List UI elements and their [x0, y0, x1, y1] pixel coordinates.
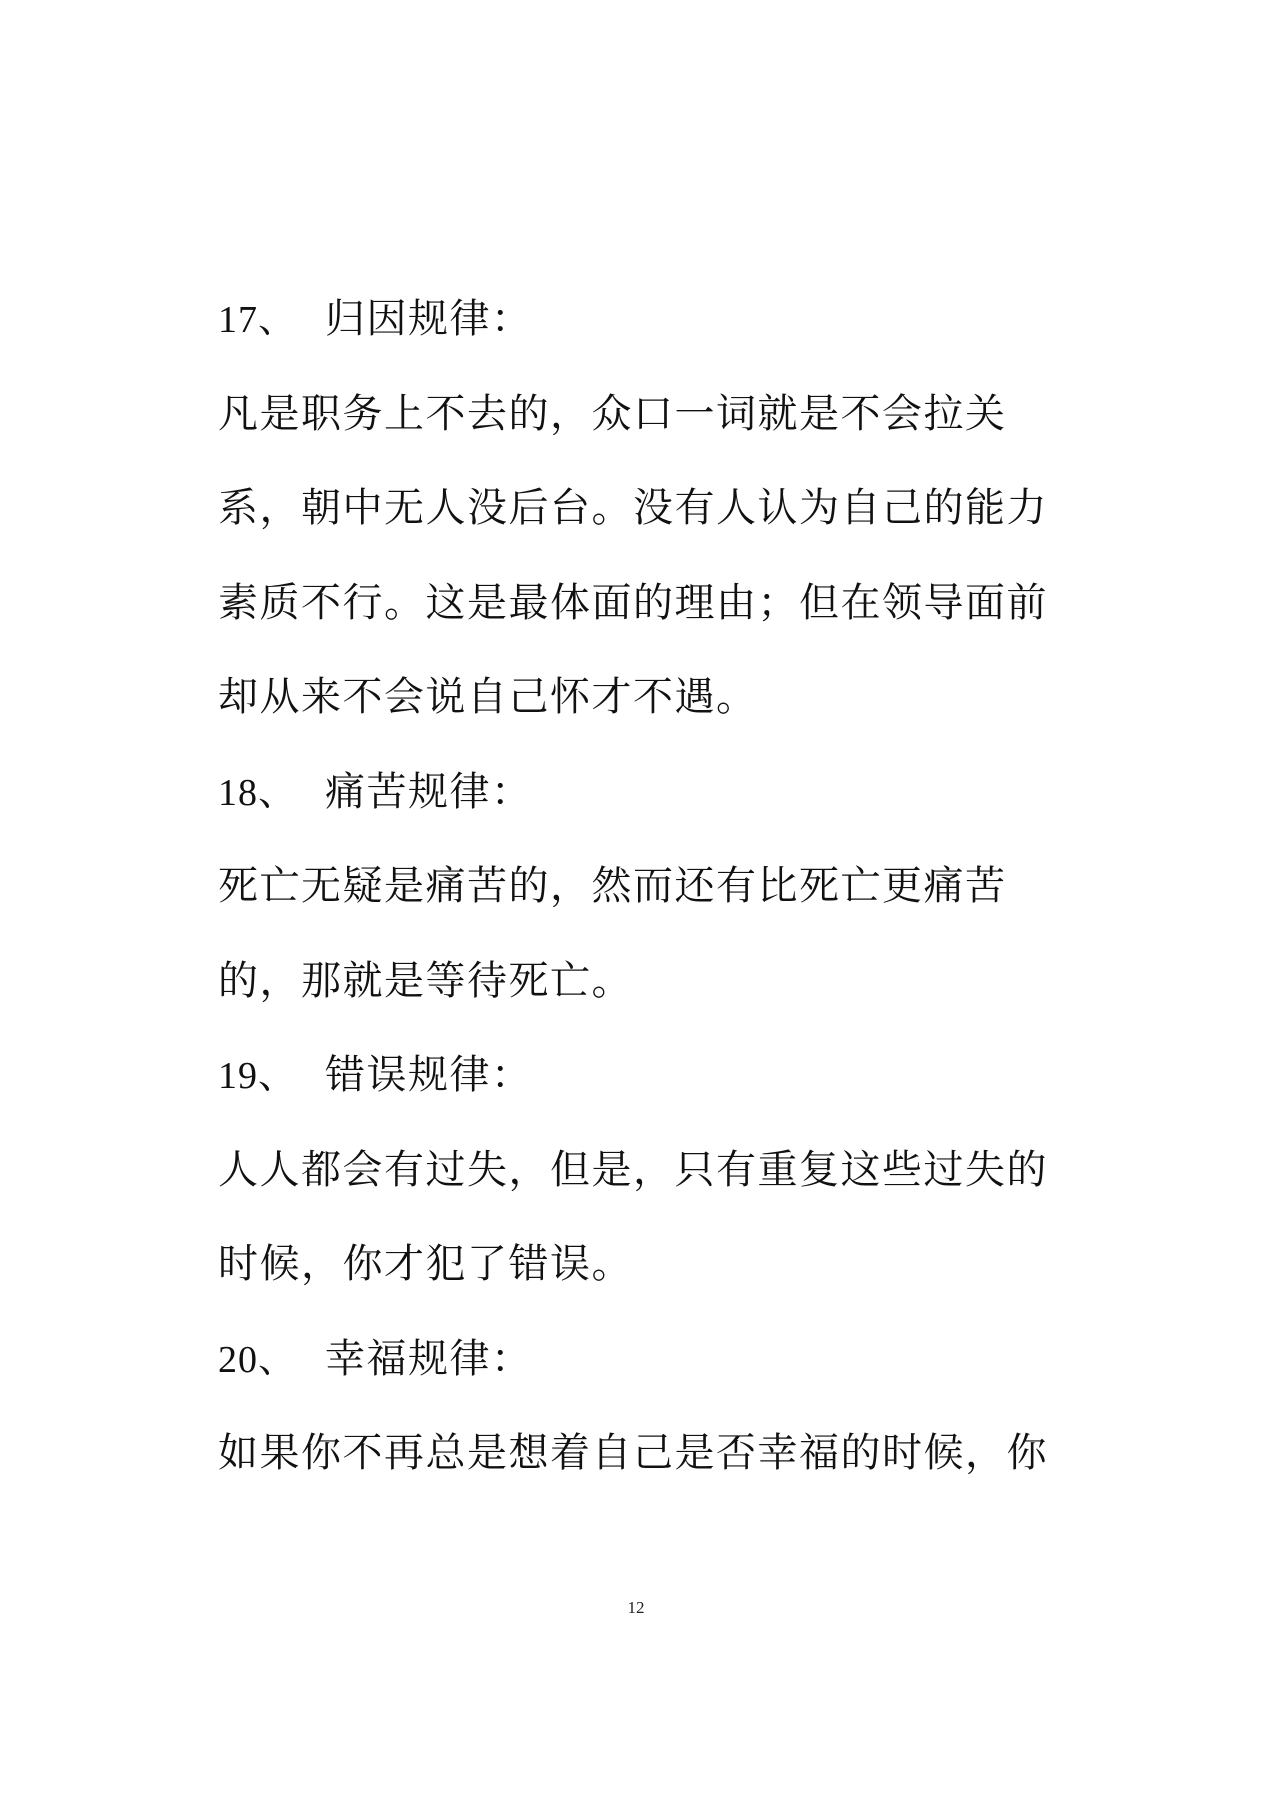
- section-number: 18、: [218, 771, 298, 814]
- paragraph-line: 凡是职务上不去的，众口一词就是不会拉关: [218, 390, 1007, 437]
- paragraph-line: 时候，你才犯了错误。: [218, 1241, 633, 1287]
- paragraph-line: 素质不行。这是最体面的理由；但在领导面前: [218, 579, 1048, 626]
- section-title: 痛苦规律：: [325, 768, 533, 815]
- page-number: 12: [627, 1598, 645, 1617]
- page-content: [218, 272, 1058, 1501]
- paragraph-line: 的，那就是等待死亡。: [218, 957, 633, 1004]
- section-heading-17: [218, 272, 1058, 367]
- paragraph-line: 人人都会有过失，但是，只有重复这些过失的: [218, 1146, 1048, 1193]
- paragraph-line: 如果你不再总是想着自己是否幸福的时候，你: [218, 1430, 1048, 1476]
- paragraph-line: 死亡无疑是痛苦的，然而还有比死亡更痛苦: [218, 863, 1007, 909]
- section-number: 19、: [218, 1055, 298, 1097]
- section-heading-18: [218, 745, 1058, 840]
- paragraph-line: 系，朝中无人没后台。没有人认为自己的能力: [218, 485, 1048, 531]
- section-number: 17、: [218, 299, 298, 341]
- section-title: 幸福规律：: [325, 1335, 533, 1382]
- section-heading-19: [218, 1028, 1058, 1123]
- paragraph-line: 却从来不会说自己怀才不遇。: [218, 674, 758, 720]
- section-number: 20、: [218, 1338, 298, 1381]
- section-heading-20: [218, 1312, 1058, 1407]
- section-title: 错误规律：: [325, 1052, 533, 1098]
- section-title: 归因规律：: [325, 296, 533, 342]
